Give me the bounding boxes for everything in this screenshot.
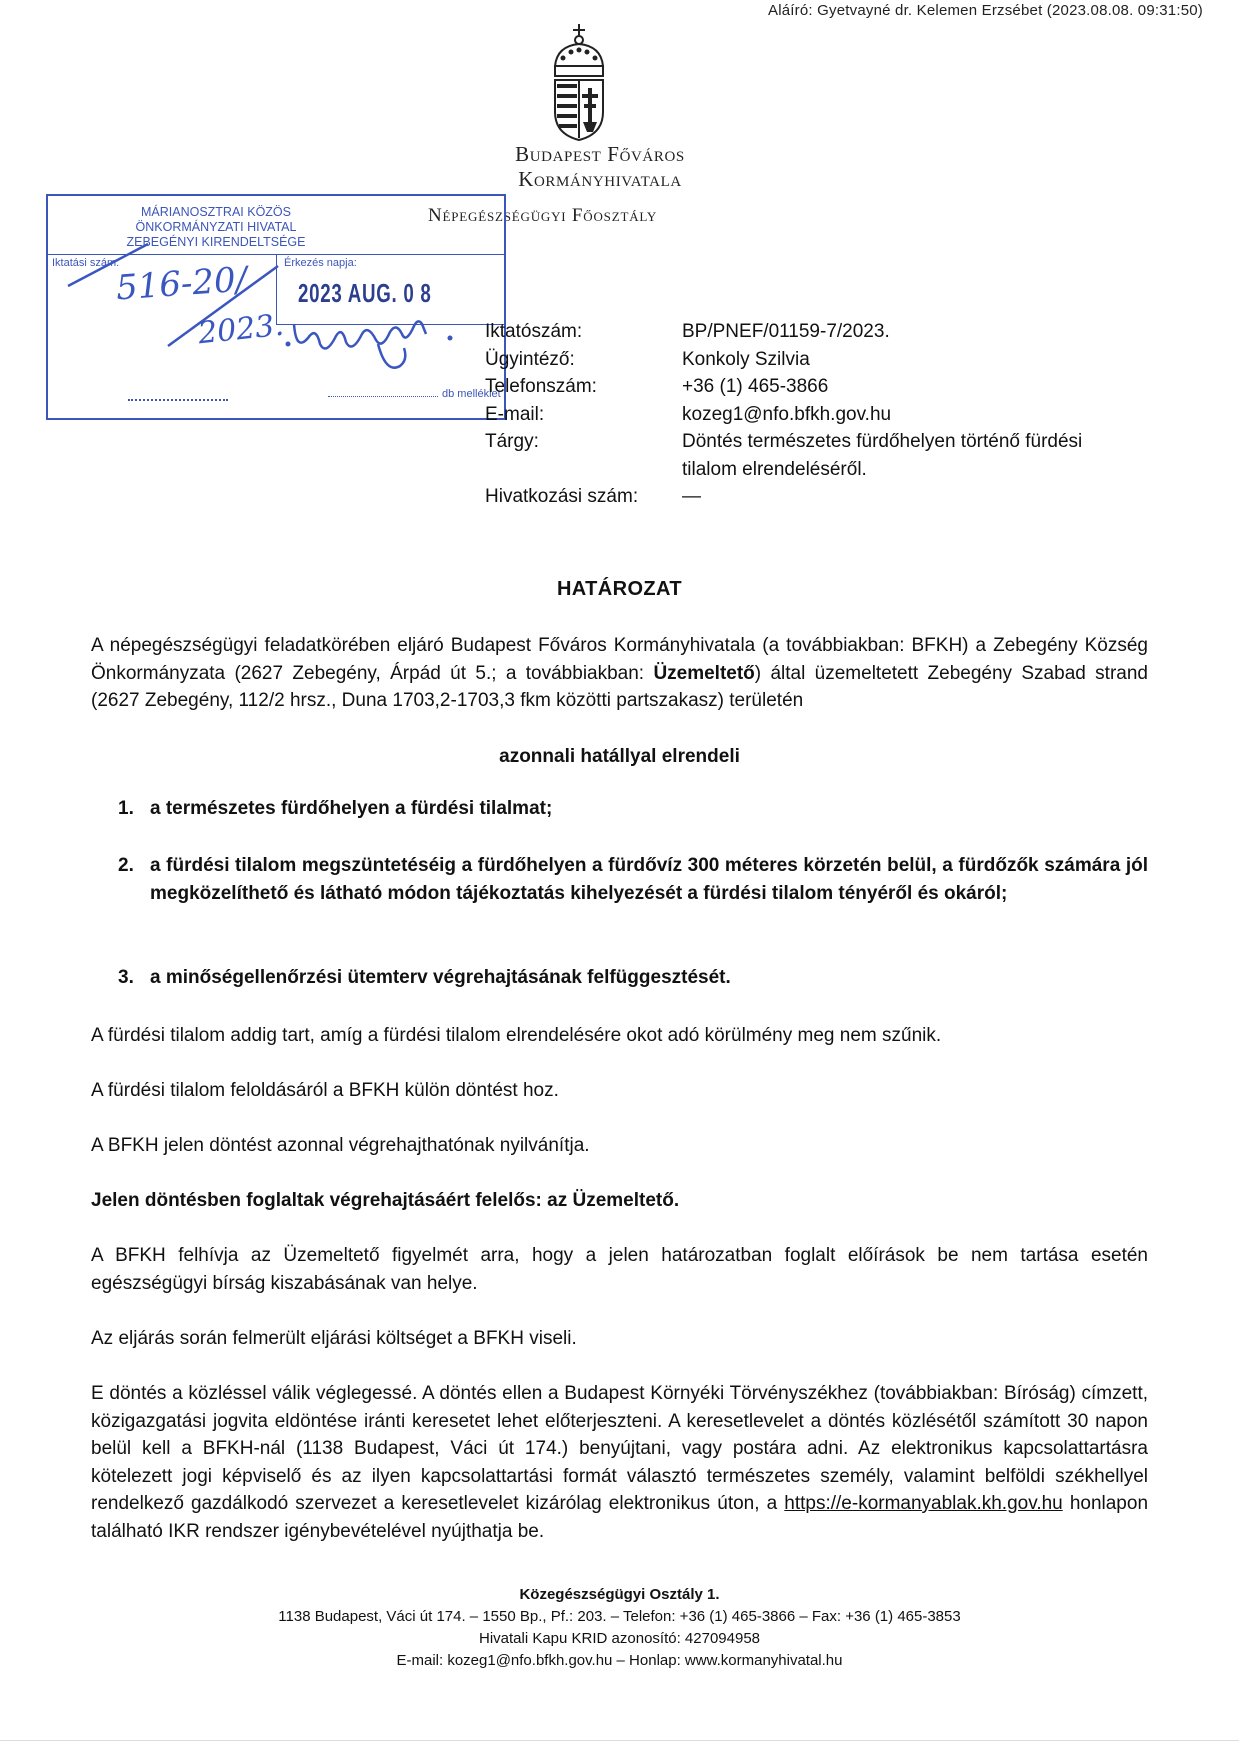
meta-label: Telefonszám: — [485, 376, 597, 397]
meta-label: E-mail: — [485, 403, 545, 425]
meta-label: Tárgy: — [485, 431, 539, 452]
paragraph: A fürdési tilalom feloldásáról a BFKH külön döntést hoz. — [91, 1080, 559, 1101]
organization-name — [460, 142, 740, 192]
order-item — [118, 795, 1148, 823]
stamp-dotted-line — [128, 399, 228, 401]
meta-row — [485, 428, 1122, 483]
meta-row — [485, 483, 1122, 511]
meta-value: — — [682, 486, 701, 507]
meta-row — [485, 318, 1122, 346]
order-item-text: a minőségellenőrzési ütemterv végrehajtásának felfüggesztését. — [150, 967, 731, 988]
meta-row — [485, 346, 1122, 374]
meta-label: Ügyintéző: — [485, 348, 575, 370]
intro-paragraph — [91, 632, 1148, 715]
intro-operator: Üzemeltető — [653, 662, 755, 684]
paragraph: A BFKH jelen döntést azonnal végrehajthatónak nyilvánítja. — [91, 1135, 590, 1156]
document-title: HATÁROZAT — [556, 578, 683, 600]
org-line-1: Budapest Főváros — [515, 142, 685, 166]
paragraph-responsible: Jelen döntésben foglaltak végrehajtásáért felelős: az Üzemeltető. — [91, 1190, 680, 1211]
registry-stamp — [46, 194, 506, 420]
meta-value: Döntés természetes fürdőhelyen történő fürdési tilalom elrendeléséről. — [682, 431, 1083, 480]
meta-label: Iktatószám: — [485, 321, 583, 342]
intro-text-rest: ) által üzemeltetett Zebegény Szabad strand (2627 Zebegény, 112/2 hrsz., Duna 1703,2-1703,3 fkm közötti partszakasz) területén — [91, 662, 1148, 711]
page-edge-line — [0, 1740, 1239, 1741]
footer-unit: Közegészségügyi Osztály 1. — [519, 1586, 720, 1603]
order-heading: azonnali hatállyal elrendeli — [499, 746, 740, 767]
paragraph: Az eljárás során felmerült eljárási költséget a BFKH viseli. — [91, 1328, 577, 1349]
stamp-mellek-label: db melléklet — [442, 388, 501, 400]
handwritten-year: 2023. — [196, 307, 286, 352]
handwritten-registry-number: 516-20/ — [114, 259, 249, 309]
stamp-slash-strokes — [48, 196, 504, 418]
stamp-dotted-line — [328, 396, 438, 397]
order-item — [118, 852, 1148, 907]
order-item-number: 1. — [118, 798, 134, 819]
stamp-office-line-2: ÖNKORMÁNYZATI HIVATAL — [135, 220, 297, 234]
meta-value: BP/PNEF/01159-7/2023. — [682, 321, 890, 342]
document-metadata — [485, 318, 1122, 511]
stamp-erkezes-label: Érkezés napja: — [284, 257, 357, 269]
stamp-date: 2023 AUG. 0 8 — [298, 278, 432, 308]
order-item — [118, 964, 1148, 992]
intro-text: A népegészségügyi feladatkörében eljáró Budapest Főváros Kormányhivatala (a továbbiakban: BFKH) a Zebegény Község Önkormányzata (2627 Zebegény, Árpád út 5.; a továbbiakban: — [91, 635, 1148, 684]
footer-address: 1138 Budapest, Váci út 174. – 1550 Bp., Pf.: 203. – Telefon: +36 (1) 465-3866 – Fax: +36 (1) 465-3853 — [278, 1608, 961, 1625]
paragraph: A fürdési tilalom addig tart, amíg a fürdési tilalom elrendelésére okot adó körülmény meg nem szűnik. — [91, 1025, 942, 1046]
footer-contact: E-mail: kozeg1@nfo.bfkh.gov.hu – Honlap: www.kormanyhivatal.hu — [396, 1652, 843, 1669]
digital-signature-line: Aláíró: Gyetvayné dr. Kelemen Erzsébet (2023.08.08. 09:31:50) — [768, 2, 1203, 19]
department-name: Népegészségügyi Főosztály — [428, 205, 658, 226]
appeal-text: E döntés a közléssel válik véglegessé. A döntés ellen a Budapest Környéki Törvényszékhez (továbbiakban: Bíróság) címzett, közigazgatási jogvita eldöntése iránti keresetet lehet előterjeszteni. A keresetlevelet a döntés közlésétől számított 30 napon belül kell a BFKH-nál (1138 Budapest, Váci út 174.) benyújtani, vagy postára adni. Az elektronikus kapcsolattartásra kötelezett jogi képviselő és az ilyen kapcsolattartási formát választó természetes személy, valamint belföldi székhellyel rendelkező gazdálkodó szervezet a keresetlevelet kizárólag elektronikus úton, a — [91, 1383, 1148, 1514]
page-footer — [0, 1584, 1239, 1672]
stamp-office-line-3: ZEBEGÉNYI KIRENDELTSÉGE — [126, 235, 306, 249]
org-line-2: Kormányhivatala — [518, 167, 682, 191]
paragraph: A BFKH felhívja az Üzemeltető figyelmét arra, hogy a jelen határozatban foglalt előírások be nem tartása esetén egészségügyi bírság kiszabásának van helye. — [91, 1245, 1148, 1294]
ikr-link[interactable]: https://e-kormanyablak.kh.gov.hu — [784, 1493, 1063, 1514]
meta-value: Konkoly Szilvia — [682, 348, 810, 370]
meta-row — [485, 373, 1122, 401]
stamp-office-line-1: MÁRIANOSZTRAI KÖZÖS — [140, 205, 291, 219]
meta-value: kozeg1@nfo.bfkh.gov.hu — [682, 403, 892, 425]
order-item-text: a fürdési tilalom megszüntetéséig a fürdőhelyen a fürdővíz 300 méteres körzetén belül, a fürdőzők számára jól megközelíthető és látható módon tájékoztatás kihelyezését a fürdési tilalom tényéről és okáról; — [150, 855, 1148, 904]
appeal-text-rest: honlapon található IKR rendszer igénybevételével nyújthatja be. — [91, 1493, 1149, 1542]
meta-row — [485, 401, 1122, 429]
order-item-text: a természetes fürdőhelyen a fürdési tilalmat; — [150, 798, 553, 819]
stamp-iktatasi-label: Iktatási szám: — [52, 257, 120, 269]
footer-krid: Hivatali Kapu KRID azonosító: 427094958 — [478, 1630, 760, 1647]
order-item-number: 3. — [118, 967, 134, 988]
order-item-number: 2. — [118, 855, 134, 876]
meta-label: Hivatkozási szám: — [485, 486, 639, 507]
appeal-paragraph — [91, 1380, 1148, 1545]
hungarian-coat-of-arms-icon — [543, 22, 615, 144]
meta-value: +36 (1) 465-3866 — [682, 376, 829, 397]
